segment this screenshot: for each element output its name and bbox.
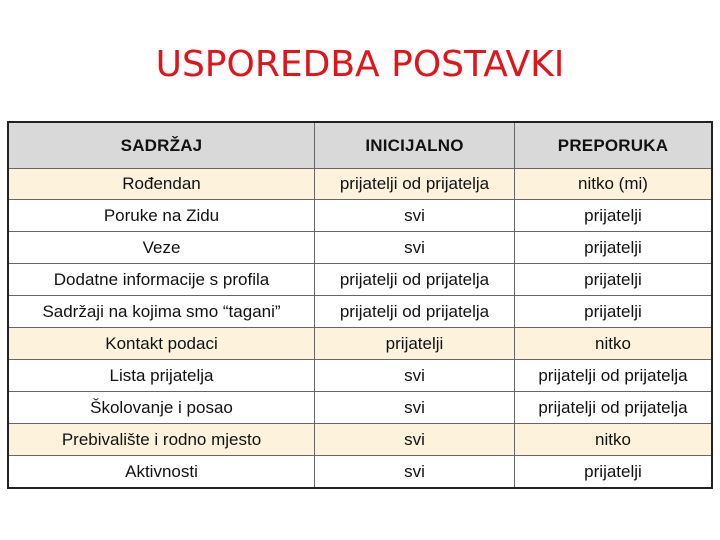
- recommended-cell: nitko: [514, 328, 711, 359]
- table-row: [9, 391, 711, 423]
- header-initial: INICIJALNO: [314, 123, 514, 168]
- content-cell: Aktivnosti: [125, 461, 198, 481]
- slide-title: USPOREDBA POSTAVKI: [155, 44, 565, 85]
- recommended-cell: prijatelji: [514, 232, 711, 263]
- initial-cell: svi: [314, 360, 514, 391]
- header-recommended: PREPORUKA: [514, 123, 711, 168]
- content-cell: Rođendan: [122, 174, 201, 193]
- recommended-cell: prijatelji: [514, 456, 711, 487]
- content-cell: Sadržaji na kojima smo “tagani”: [42, 301, 281, 321]
- recommended-cell: nitko (mi): [514, 169, 711, 199]
- recommended-cell: prijatelji od prijatelja: [514, 392, 711, 423]
- header-content: SADRŽAJ: [120, 135, 203, 155]
- content-cell: Dodatne informacije s profila: [53, 269, 270, 289]
- content-cell: Prebivalište i rodno mjesto: [61, 429, 262, 449]
- table-row: [9, 327, 711, 359]
- content-cell: Lista prijatelja: [109, 365, 214, 385]
- initial-cell: prijatelji od prijatelja: [314, 169, 514, 199]
- recommended-cell: nitko: [514, 424, 711, 455]
- table-row: [9, 423, 711, 455]
- table-row: [9, 168, 711, 199]
- initial-cell: prijatelji: [314, 328, 514, 359]
- settings-comparison-table: [7, 121, 713, 489]
- initial-cell: svi: [314, 392, 514, 423]
- content-cell: Kontakt podaci: [105, 333, 218, 353]
- initial-cell: prijatelji od prijatelja: [314, 264, 514, 295]
- initial-cell: svi: [314, 456, 514, 487]
- initial-cell: svi: [314, 200, 514, 231]
- table-row: [9, 295, 711, 327]
- content-cell: Poruke na Zidu: [103, 205, 220, 225]
- recommended-cell: prijatelji: [514, 264, 711, 295]
- initial-cell: svi: [314, 424, 514, 455]
- initial-cell: prijatelji od prijatelja: [314, 296, 514, 327]
- table-row: [9, 455, 711, 487]
- table-row: [9, 231, 711, 263]
- content-cell: Školovanje i posao: [90, 397, 233, 417]
- recommended-cell: prijatelji: [514, 200, 711, 231]
- recommended-cell: prijatelji od prijatelja: [514, 360, 711, 391]
- recommended-cell: prijatelji: [514, 296, 711, 327]
- table-row: [9, 359, 711, 391]
- table-header-row: [9, 123, 711, 168]
- content-cell: Veze: [142, 237, 181, 257]
- initial-cell: svi: [314, 232, 514, 263]
- table-row: [9, 263, 711, 295]
- table-row: [9, 199, 711, 231]
